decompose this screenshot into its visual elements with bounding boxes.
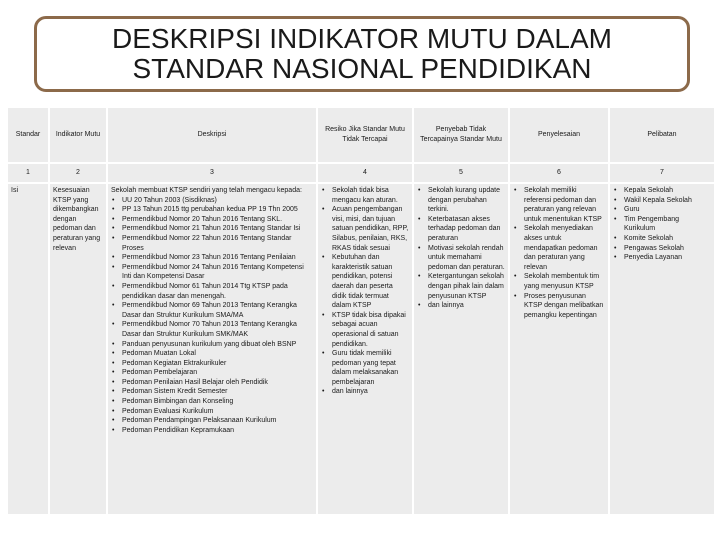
deskripsi-list	[111, 196, 313, 436]
list-item: • Kebutuhan dan karakteristik satuan pendidikan, potensi daerah dan peserta didik tidak termuat dalam KTSP	[332, 253, 409, 311]
pelibatan-cell	[610, 184, 714, 514]
list-item: • Pengawas Sekolah	[624, 244, 711, 254]
column-header: Indikator Mutu	[50, 108, 106, 162]
column-header: Standar	[8, 108, 48, 162]
column-number: 5	[414, 164, 508, 182]
table-row	[8, 184, 714, 514]
list-item: • Pedoman Penilaian Hasil Belajar oleh Pendidik	[122, 378, 313, 388]
penyelesaian-cell	[510, 184, 608, 514]
indikator-cell: Kesesuaian KTSP yang dikembangkan dengan pedoman dan peraturan yang relevan	[50, 184, 106, 514]
column-number: 6	[510, 164, 608, 182]
list-item: • UU 20 Tahun 2003 (Sisdiknas)	[122, 196, 313, 206]
list-item: • Sekolah memiliki referensi pedoman dan peraturan yang relevan untuk menentukan KTSP	[524, 186, 605, 224]
list-item: • Kepala Sekolah	[624, 186, 711, 196]
list-item: • Sekolah tidak bisa mengacu kan aturan.	[332, 186, 409, 205]
list-item: • Penyedia Layanan	[624, 253, 711, 263]
deskripsi-intro: Sekolah membuat KTSP sendiri yang telah mengacu kepada:	[111, 187, 302, 194]
list-item: • Permendikbud Nomor 23 Tahun 2016 Tentang Penilaian	[122, 253, 313, 263]
list-item: • Proses penyusunan KTSP dengan melibatkan pemangku kepentingan	[524, 292, 605, 321]
number-row	[8, 164, 714, 182]
column-number: 1	[8, 164, 48, 182]
list-item: • dan lainnya	[428, 301, 505, 311]
column-header: Resiko Jika Standar Mutu Tidak Tercapai	[318, 108, 412, 162]
list-item: • Wakil Kepala Sekolah	[624, 196, 711, 206]
deskripsi-cell	[108, 184, 316, 514]
list-item: • Sekolah membentuk tim yang menyusun KTSP	[524, 272, 605, 291]
column-number: 2	[50, 164, 106, 182]
list-item: • PP 13 Tahun 2015 ttg perubahan kedua PP 19 Thn 2005	[122, 205, 313, 215]
list-item: • Permendikbud Nomor 61 Tahun 2014 Ttg KTSP pada pendidikan dasar dan menengah.	[122, 282, 313, 301]
list-item: • Sekolah kurang update dengan perubahan terkini.	[428, 186, 505, 215]
title-box	[34, 16, 690, 92]
header-row	[8, 108, 714, 162]
column-number: 4	[318, 164, 412, 182]
list-item: • Permendikbud Nomor 20 Tahun 2016 Tentang SKL.	[122, 215, 313, 225]
penyelesaian-list	[513, 186, 605, 320]
column-header: Penyebab Tidak Tercapainya Standar Mutu	[414, 108, 508, 162]
list-item: • Permendikbud Nomor 21 Tahun 2016 Tentang Standar Isi	[122, 224, 313, 234]
list-item: • Permendikbud Nomor 69 Tahun 2013 Tentang Kerangka Dasar dan Struktur Kurikulum SMA/MA	[122, 301, 313, 320]
list-item: • Motivasi sekolah rendah untuk memahami pedoman dan peraturan.	[428, 244, 505, 273]
page-title-line-2: STANDAR NASIONAL PENDIDIKAN	[132, 53, 592, 84]
page-title-line-1: DESKRIPSI INDIKATOR MUTU DALAM	[112, 23, 612, 54]
list-item: • KTSP tidak bisa dipakai sebagai acuan operasional di satuan pendidikan.	[332, 311, 409, 349]
standar-cell: Isi	[8, 184, 48, 514]
list-item: • Acuan pengembangan visi, misi, dan tujuan satuan pendidikan, RPP, Silabus, penilaian, RKS, RKAS tidak sesuai	[332, 205, 409, 253]
list-item: • Permendikbud Nomor 70 Tahun 2013 Tentang Kerangka Dasar dan Struktur Kurikulum SMK/MAK	[122, 320, 313, 339]
list-item: • Pedoman Kegiatan Ektrakurikuler	[122, 359, 313, 369]
list-item: • Ketergantungan sekolah dengan pihak lain dalam penyusunan KTSP	[428, 272, 505, 301]
list-item: • Guru	[624, 205, 711, 215]
list-item: • Pedoman Pembelajaran	[122, 368, 313, 378]
resiko-list	[321, 186, 409, 397]
list-item: • Sekolah menyediakan akses untuk mendapatkan pedoman dan peraturan yang relevan	[524, 224, 605, 272]
list-item: • Pedoman Pendampingan Pelaksanaan Kurikulum	[122, 416, 313, 426]
list-item: • Pedoman Sistem Kredit Semester	[122, 387, 313, 397]
list-item: • Panduan penyusunan kurikulum yang dibuat oleh BSNP	[122, 340, 313, 350]
pelibatan-list	[613, 186, 711, 263]
list-item: • Permendikbud Nomor 24 Tahun 2016 Tentang Kompetensi Inti dan Kompetensi Dasar	[122, 263, 313, 282]
list-item: • Guru tidak memiliki pedoman yang tepat dalam melaksanakan pembelajaran	[332, 349, 409, 387]
list-item: • Tim Pengembang Kurikulum	[624, 215, 711, 234]
list-item: • Permendikbud Nomor 22 Tahun 2016 Tentang Standar Proses	[122, 234, 313, 253]
list-item: • Pedoman Evaluasi Kurikulum	[122, 407, 313, 417]
indicator-table	[6, 106, 716, 516]
column-number: 7	[610, 164, 714, 182]
list-item: • Pedoman Pendidikan Kepramukaan	[122, 426, 313, 436]
column-header: Deskripsi	[108, 108, 316, 162]
list-item: • Komite Sekolah	[624, 234, 711, 244]
penyebab-list	[417, 186, 505, 311]
list-item: • dan lainnya	[332, 387, 409, 397]
list-item: • Pedoman Muatan Lokal	[122, 349, 313, 359]
column-header: Pelibatan	[610, 108, 714, 162]
column-number: 3	[108, 164, 316, 182]
resiko-cell	[318, 184, 412, 514]
list-item: • Pedoman Bimbingan dan Konseling	[122, 397, 313, 407]
column-header: Penyelesaian	[510, 108, 608, 162]
list-item: • Keterbatasan akses terhadap pedoman dan peraturan	[428, 215, 505, 244]
penyebab-cell	[414, 184, 508, 514]
